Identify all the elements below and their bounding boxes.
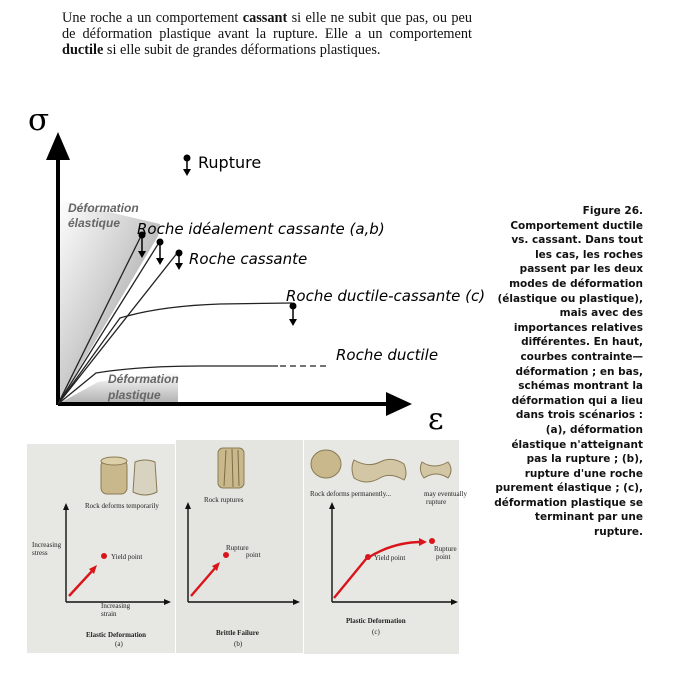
panel-b-graphic [176,440,303,653]
panel-brittle-failure [176,440,303,653]
panel-c-top-label-2: may eventually [424,490,467,498]
y-axis-arrowhead [46,132,70,160]
panel-b-red-line [191,567,216,596]
panel-c-title: Plastic Deformation [346,617,406,625]
x-axis-symbol: ε [428,402,444,437]
panel-a-x-label-1: Increasing [101,602,131,610]
intro-bold-cassant: cassant [242,10,288,26]
rupture-marker-legend [183,155,191,177]
panel-a-top-label: Rock deforms temporarily [85,502,159,510]
intro-paragraph [62,10,472,58]
panel-c-yield-dot [365,554,371,560]
panel-b-letter: (b) [234,640,243,648]
curve-label-brittle: Roche cassante [189,250,308,268]
panel-a-point-label: Yield point [111,553,143,561]
panel-a-graphic [27,444,175,653]
panel-c-yield-label: Yield point [374,554,406,562]
rupture-marker-ductile-brittle [289,303,297,327]
panel-c-top-label-3: rupture [426,498,447,506]
panel-a-y-label-1: Increasing [32,541,62,549]
x-axis-arrowhead [386,392,412,416]
intro-text-2: si elle ne subit que pas, ou peu de déformation plastique avant la rupture. Elle a un comportement [62,10,472,42]
intro-text-1: Une roche a un comportement [62,10,243,26]
panel-elastic-deformation [27,444,175,653]
panel-c-letter: (c) [372,628,380,636]
curve-label-ideal: Roche idéalement cassante (a,b) [137,220,385,238]
intro-bold-ductile: ductile [62,42,104,58]
rupture-legend-label: Rupture [198,153,262,172]
deformed-rock-icon [311,450,451,482]
panel-b-point-label-1: Rupture [226,544,249,552]
curve-label-ductile: Roche ductile [336,346,439,364]
panel-b-rupture-dot [223,552,229,558]
panel-c-red-curve [334,542,422,598]
rock-cylinder-icon [101,457,157,495]
panel-a-title: Elastic Deformation [86,631,147,639]
curve-label-ductile-brittle: Roche ductile-cassante (c) [286,287,486,305]
panel-plastic-deformation [304,440,467,654]
elastic-label-1: Déformation [68,201,139,215]
rupture-marker-ideal-2 [156,239,164,266]
panel-c-rupture-label-2: point [436,553,451,561]
elastic-label-2: élastique [68,216,121,230]
panel-a-red-line [69,570,93,596]
plastic-label-1: Déformation [108,372,179,386]
panel-a-y-label-2: stress [32,549,48,557]
panel-a-x-label-2: strain [101,610,117,618]
rupture-marker-brittle [175,250,183,271]
panel-c-graphic [304,440,467,654]
intro-text-3: si elle subit de grandes déformations plastiques. [103,42,381,58]
panel-b-point-label-2: point [246,551,261,559]
panel-a-letter: (a) [115,640,123,648]
panel-c-top-label-1: Rock deforms permanently... [310,490,391,498]
panel-c-rupture-label-1: Rupture [434,545,457,553]
panel-b-top-label: Rock ruptures [204,496,244,504]
ruptured-rock-icon [218,448,244,488]
panel-b-title: Brittle Failure [216,629,259,637]
panel-c-rupture-dot [429,538,435,544]
plastic-label-2: plastique [108,388,161,402]
stress-strain-diagram [0,95,500,435]
figure-caption: Figure 26. Comportement ductile vs. cassant. Dans tout les cas, les roches passent par les deux modes de déformation (élastique ou plastique), mais avec des importances relatives différentes. En haut, courbes contrainte—déformation ; en bas, schémas montrant la déformation qui a lieu dans trois scénarios : (a), déformation élastique n'atteignant pas la rupture ; (b), rupture d'une roche purement élastique ; (c), déformation plastique se terminant par une rupture. [494,205,643,539]
y-axis-symbol: σ [28,102,50,138]
panel-a-yield-dot [101,553,107,559]
